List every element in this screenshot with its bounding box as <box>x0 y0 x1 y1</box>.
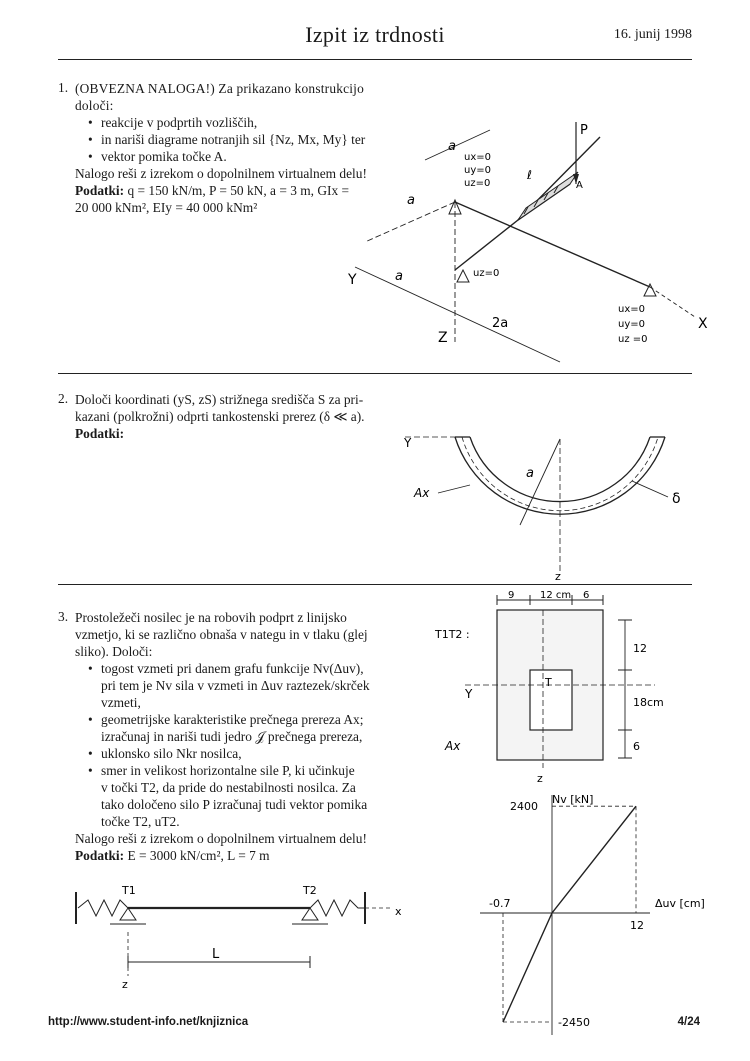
dim-18cm: 18cm <box>633 696 664 709</box>
support-3-condition: uy=0 <box>618 319 645 330</box>
page-title: Izpit iz trdnosti <box>305 22 445 47</box>
task-line: • togost vzmeti pri danem grafu funkcije Nv(Δuv), <box>101 661 364 676</box>
problem-2-data-label: Podatki: <box>75 426 125 441</box>
problem-1-intro: (OBVEZNA NALOGA!) Za prikazano konstrukcijo določi: <box>75 81 364 113</box>
problem-1-task: • vektor pomika točke A. <box>101 148 395 165</box>
spring-left-icon <box>78 900 128 916</box>
problem-2-figure <box>400 425 700 585</box>
axis-z-label: z <box>122 978 128 991</box>
dim-12: 12 <box>633 642 647 655</box>
spring-curve <box>503 806 636 1022</box>
tick-label-2400: 2400 <box>510 800 538 814</box>
support-3-condition: uz =0 <box>618 334 648 345</box>
support-2-condition: uz=0 <box>473 268 500 279</box>
task-line: v točki T2, da pride do nestabilnosti nosilca. Za <box>101 780 356 795</box>
dim-a: a <box>407 193 415 208</box>
support-t1-icon <box>120 908 136 920</box>
tick-label-minus-2450: -2450 <box>558 1016 590 1030</box>
tick-label-minus-0-7: -0.7 <box>489 897 511 910</box>
problem-3-text <box>75 609 403 864</box>
problem-3-number: 3. <box>58 609 69 624</box>
point-t2: T2 <box>303 884 317 897</box>
page-number: 4/24 <box>677 1016 700 1028</box>
axis-y-label: Y <box>465 687 473 701</box>
dim-a: a <box>395 269 403 284</box>
section-label-ax: Ax <box>414 486 430 500</box>
spring-force-graph <box>470 785 720 1040</box>
axis-y-label: Y <box>404 436 412 450</box>
centroid-t: T <box>545 676 552 689</box>
section-label-ax: Ax <box>445 739 461 753</box>
task-line: pri tem je Nv sila v vzmeti in Δuv raztezek/skrček <box>101 678 370 693</box>
axis-x-label: x <box>395 905 402 918</box>
dim-6: 6 <box>583 590 590 601</box>
dim-a: a <box>448 139 456 154</box>
task-line: vzmeti, <box>101 695 141 710</box>
axis-z-label: z <box>537 772 543 785</box>
dim-9: 9 <box>508 590 515 601</box>
footer-url[interactable]: http://www.student-info.net/knjiznica <box>48 1016 249 1028</box>
problem-3-data-label: Podatki: <box>75 848 125 863</box>
problem-3-intro: sliko). Določi: <box>75 644 153 659</box>
problem-1-method: Nalogo reši z izrekom o dopolnilnem virtualnem delu! <box>75 166 367 181</box>
label-l: ℓ <box>527 168 532 182</box>
problem-1-data-2: 20 000 kNm², EIy = 40 000 kNm² <box>75 200 258 215</box>
problem-1-task: • in nariši diagrame notranjih sil {Nz, Mx, My} ter <box>101 131 395 148</box>
problem-2-number: 2. <box>58 391 69 406</box>
dim-12cm: 12 cm <box>540 590 572 601</box>
support-3-condition: ux=0 <box>618 304 645 315</box>
spring-right-icon <box>310 900 365 916</box>
thickness-delta: δ <box>672 491 681 507</box>
beam-member <box>455 220 518 270</box>
support-t2-icon <box>302 908 318 920</box>
problem-3-task <box>101 745 403 762</box>
task-line: • uklonsko silo Nkr nosilca, <box>101 746 242 761</box>
problem-2-text <box>75 391 415 442</box>
problem-1-task: • reakcije v podprtih vozliščih, <box>101 114 395 131</box>
support-1-condition: uz=0 <box>464 178 491 189</box>
axis-z-label: Z <box>438 330 448 346</box>
axis-z-label: z <box>555 570 561 583</box>
label-p: P <box>580 123 588 138</box>
y-axis-label: Nv [kN] <box>552 793 594 806</box>
task-line: • geometrijske karakteristike prečnega prereza Ax; <box>101 712 364 727</box>
axis-x-label: X <box>698 316 708 332</box>
support-2-icon <box>457 270 469 282</box>
separator-rule <box>58 373 692 374</box>
problem-3-intro: Prostoležeči nosilec je na robovih podprt z linijsko <box>75 610 347 625</box>
task-line: tako določeno silo P izračunaj tudi vektor pomika <box>101 797 368 812</box>
problem-3-task <box>101 711 403 745</box>
exam-date: 16. junij 1998 <box>613 27 692 42</box>
task-line: točke T2, uT2. <box>101 814 180 829</box>
dim-6-vertical: 6 <box>633 740 640 753</box>
axis-y-label: Y <box>348 272 357 288</box>
problem-2-line: Določi koordinati (yS, zS) strižnega središča S za pri- <box>75 392 364 407</box>
problem-2-line: kazani (polkrožni) odprti tankostenski prerez (δ ≪ a). <box>75 409 365 424</box>
problem-1-figure <box>330 112 730 374</box>
task-line: • smer in velikost horizontalne sile P, ki učinkuje <box>101 763 355 778</box>
problem-1-data: q = 150 kN/m, P = 50 kN, a = 3 m, GIx = <box>127 183 350 198</box>
separator-rule <box>58 584 692 585</box>
problem-1-data-label: Podatki: <box>75 183 125 198</box>
length-l: L <box>212 947 220 962</box>
cross-section-figure <box>425 590 695 785</box>
problem-3-task <box>101 660 403 711</box>
problem-3-intro: vzmetjo, ki se različno obnaša v nategu in v tlaku (glej <box>75 627 368 642</box>
problem-3-task <box>101 762 403 830</box>
problem-3-data: E = 3000 kN/cm², L = 7 m <box>127 848 270 863</box>
tick-label-12: 12 <box>630 919 644 932</box>
support-1-condition: uy=0 <box>464 165 491 176</box>
problem-1-number: 1. <box>58 80 69 95</box>
problem-3-method: Nalogo reši z izrekom o dopolnilnem virtualnem delu! <box>75 831 367 846</box>
x-axis-label: Δuv [cm] <box>655 897 705 910</box>
label-a-point: A <box>576 180 583 191</box>
problem-3-tasks <box>75 660 403 830</box>
beam-figure <box>60 882 410 992</box>
task-line: izračunaj in nariši tudi jedro 𝒥 prečnega prereza, <box>101 729 363 744</box>
label-t1t2: T1T2 : <box>435 628 470 641</box>
point-t1: T1 <box>122 884 136 897</box>
dim-2a: 2a <box>492 316 509 331</box>
support-1-condition: ux=0 <box>464 152 491 163</box>
header-rule <box>58 59 692 60</box>
radius-a: a <box>526 466 534 481</box>
